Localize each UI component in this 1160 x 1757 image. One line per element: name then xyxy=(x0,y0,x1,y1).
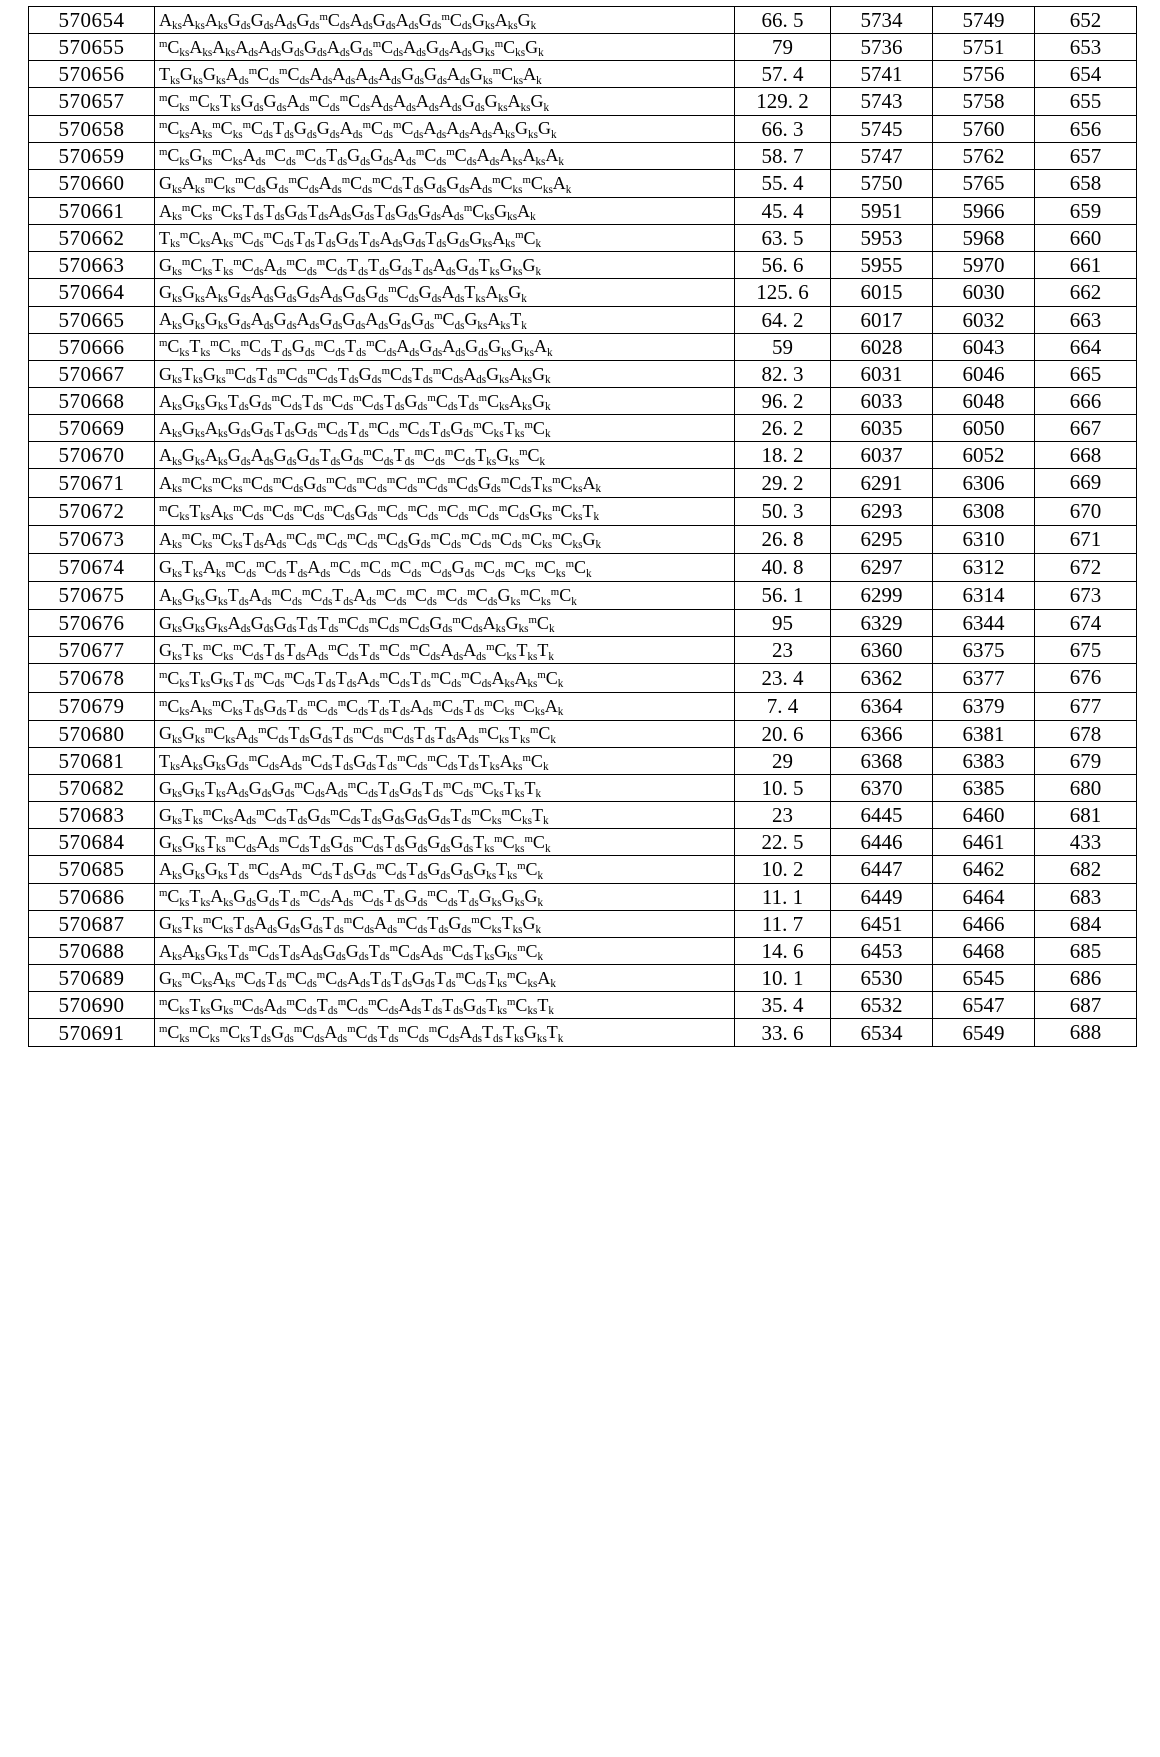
cell-value-2: 6297 xyxy=(831,553,933,581)
cell-sequence: mCksGksmCksAdsmCdsmCdsTdsGdsGdsAdsmCdsmCdsAdsAksAksAk xyxy=(155,142,735,169)
cell-id: 570674 xyxy=(29,553,155,581)
cell-value-2: 6366 xyxy=(831,720,933,747)
cell-id: 570688 xyxy=(29,937,155,964)
cell-value-1: 56. 1 xyxy=(735,581,831,609)
cell-value-3: 5765 xyxy=(933,169,1035,197)
cell-value-1: 63. 5 xyxy=(735,225,831,252)
cell-value-3: 5756 xyxy=(933,61,1035,88)
cell-value-3: 6043 xyxy=(933,333,1035,360)
cell-value-3: 6377 xyxy=(933,664,1035,692)
cell-value-2: 6449 xyxy=(831,883,933,910)
cell-value-3: 6052 xyxy=(933,442,1035,469)
cell-value-4: 675 xyxy=(1035,637,1137,664)
cell-value-4: 674 xyxy=(1035,610,1137,637)
cell-id: 570676 xyxy=(29,610,155,637)
cell-id: 570667 xyxy=(29,360,155,387)
cell-sequence: mCksTksAksGdsGdsTdsmCdsAdsmCdsTdsGdsmCdsTdsGksGksGk xyxy=(155,883,735,910)
cell-value-1: 10. 1 xyxy=(735,964,831,991)
cell-sequence: mCksmCksTksGdsGdsAdsmCdsmCdsAdsAdsAdsAdsGdsGksAksGk xyxy=(155,88,735,115)
cell-value-2: 6360 xyxy=(831,637,933,664)
cell-value-4: 656 xyxy=(1035,115,1137,142)
table-row xyxy=(29,252,1137,279)
cell-id: 570678 xyxy=(29,664,155,692)
cell-sequence: AksGksGksGdsAdsGdsAdsGdsGdsAdsGdsGdsmCdsGksAksTk xyxy=(155,306,735,333)
cell-value-4: 680 xyxy=(1035,774,1137,801)
cell-value-1: 59 xyxy=(735,333,831,360)
cell-value-4: 677 xyxy=(1035,692,1137,720)
cell-value-4: 672 xyxy=(1035,553,1137,581)
cell-sequence: TksAksGksGdsmCdsAdsmCdsTdsGdsTdsmCdsmCdsTdsTksAksmCk xyxy=(155,747,735,774)
cell-value-1: 23 xyxy=(735,802,831,829)
table-row xyxy=(29,61,1137,88)
table-row xyxy=(29,720,1137,747)
cell-value-1: 96. 2 xyxy=(735,387,831,414)
cell-value-1: 95 xyxy=(735,610,831,637)
cell-value-3: 6306 xyxy=(933,469,1035,497)
cell-value-4: 653 xyxy=(1035,34,1137,61)
cell-value-4: 658 xyxy=(1035,169,1137,197)
cell-value-4: 669 xyxy=(1035,469,1137,497)
cell-id: 570670 xyxy=(29,442,155,469)
cell-value-2: 6037 xyxy=(831,442,933,469)
cell-id: 570677 xyxy=(29,637,155,664)
cell-sequence: GksGksTksmCdsAdsmCdsTdsGdsmCdsTdsGdsGdsGdsTksmCksmCk xyxy=(155,829,735,856)
cell-id: 570669 xyxy=(29,415,155,442)
table-row xyxy=(29,910,1137,937)
cell-value-3: 6464 xyxy=(933,883,1035,910)
cell-value-3: 5751 xyxy=(933,34,1035,61)
table-row xyxy=(29,279,1137,306)
cell-sequence: mCksAksmCksmCdsTdsGdsGdsAdsmCdsmCdsAdsAdsAdsAksGksGk xyxy=(155,115,735,142)
table-row xyxy=(29,415,1137,442)
table-row xyxy=(29,469,1137,497)
cell-value-3: 6460 xyxy=(933,802,1035,829)
cell-id: 570686 xyxy=(29,883,155,910)
cell-id: 570684 xyxy=(29,829,155,856)
cell-value-1: 18. 2 xyxy=(735,442,831,469)
table-row xyxy=(29,442,1137,469)
cell-value-3: 5749 xyxy=(933,7,1035,34)
cell-id: 570671 xyxy=(29,469,155,497)
table-row xyxy=(29,306,1137,333)
cell-value-3: 6314 xyxy=(933,581,1035,609)
cell-value-2: 6015 xyxy=(831,279,933,306)
cell-value-3: 5762 xyxy=(933,142,1035,169)
cell-value-4: 654 xyxy=(1035,61,1137,88)
cell-sequence: AksAksGksTdsmCdsTdsAdsGdsGdsTdsmCdsAdsmCdsTksGksmCk xyxy=(155,937,735,964)
cell-value-3: 6048 xyxy=(933,387,1035,414)
cell-value-4: 665 xyxy=(1035,360,1137,387)
cell-value-4: 681 xyxy=(1035,802,1137,829)
cell-id: 570681 xyxy=(29,747,155,774)
cell-sequence: GksTksmCksAdsmCdsTdsGdsmCdsTdsGdsGdsGdsTdsmCksmCksTk xyxy=(155,802,735,829)
cell-id: 570660 xyxy=(29,169,155,197)
cell-value-3: 6549 xyxy=(933,1019,1035,1047)
cell-value-4: 660 xyxy=(1035,225,1137,252)
table-row xyxy=(29,525,1137,553)
cell-id: 570658 xyxy=(29,115,155,142)
cell-value-1: 35. 4 xyxy=(735,992,831,1019)
cell-value-1: 58. 7 xyxy=(735,142,831,169)
cell-value-2: 6370 xyxy=(831,774,933,801)
cell-id: 570655 xyxy=(29,34,155,61)
cell-value-2: 6530 xyxy=(831,964,933,991)
cell-value-4: 657 xyxy=(1035,142,1137,169)
table-row xyxy=(29,34,1137,61)
cell-value-1: 7. 4 xyxy=(735,692,831,720)
cell-value-2: 6362 xyxy=(831,664,933,692)
cell-sequence: GksTksAksmCdsmCdsTdsAdsmCdsmCdsmCdsmCdsGdsmCdsmCksmCksmCk xyxy=(155,553,735,581)
cell-sequence: TksmCksAksmCdsmCdsTdsTdsGdsTdsAdsGdsTdsGdsGksAksmCk xyxy=(155,225,735,252)
cell-sequence: GksAksmCksmCdsGdsmCdsAdsmCdsmCdsTdsGdsGdsAdsmCksmCksAk xyxy=(155,169,735,197)
cell-value-3: 6050 xyxy=(933,415,1035,442)
cell-id: 570664 xyxy=(29,279,155,306)
cell-value-4: 684 xyxy=(1035,910,1137,937)
cell-value-3: 6383 xyxy=(933,747,1035,774)
cell-value-4: 664 xyxy=(1035,333,1137,360)
table-row xyxy=(29,829,1137,856)
cell-value-1: 20. 6 xyxy=(735,720,831,747)
table-row xyxy=(29,692,1137,720)
table-row xyxy=(29,964,1137,991)
table-row xyxy=(29,333,1137,360)
table-row xyxy=(29,637,1137,664)
cell-sequence: TksGksGksAdsmCdsmCdsAdsAdsAdsAdsGdsGdsAdsGksmCksAk xyxy=(155,61,735,88)
table-row xyxy=(29,553,1137,581)
cell-value-3: 6344 xyxy=(933,610,1035,637)
cell-value-1: 14. 6 xyxy=(735,937,831,964)
table-row xyxy=(29,225,1137,252)
cell-value-4: 683 xyxy=(1035,883,1137,910)
cell-value-3: 6466 xyxy=(933,910,1035,937)
cell-id: 570663 xyxy=(29,252,155,279)
table-row xyxy=(29,360,1137,387)
cell-id: 570654 xyxy=(29,7,155,34)
cell-value-2: 6446 xyxy=(831,829,933,856)
cell-value-3: 6310 xyxy=(933,525,1035,553)
cell-value-4: 679 xyxy=(1035,747,1137,774)
cell-value-2: 6364 xyxy=(831,692,933,720)
cell-value-4: 662 xyxy=(1035,279,1137,306)
table-row xyxy=(29,7,1137,34)
cell-sequence: mCksTksGksTdsmCdsmCdsTdsTdsAdsmCdsTdsmCdsmCdsAksAksmCk xyxy=(155,664,735,692)
cell-id: 570673 xyxy=(29,525,155,553)
cell-value-2: 6532 xyxy=(831,992,933,1019)
cell-value-3: 6030 xyxy=(933,279,1035,306)
cell-value-4: 671 xyxy=(1035,525,1137,553)
cell-sequence: mCksTksAksmCdsmCdsmCdsmCdsGdsmCdsmCdsmCdsmCdsmCdsGksmCksTk xyxy=(155,497,735,525)
cell-value-4: 667 xyxy=(1035,415,1137,442)
table-row xyxy=(29,142,1137,169)
cell-value-2: 5741 xyxy=(831,61,933,88)
cell-value-2: 5736 xyxy=(831,34,933,61)
cell-sequence: GksTksmCksmCdsTdsTdsAdsmCdsTdsmCdsmCdsAdsAdsmCksTksTk xyxy=(155,637,735,664)
cell-value-2: 5951 xyxy=(831,197,933,224)
cell-value-4: 661 xyxy=(1035,252,1137,279)
cell-value-2: 5743 xyxy=(831,88,933,115)
cell-value-3: 5966 xyxy=(933,197,1035,224)
cell-sequence: mCksmCksmCksTdsGdsmCdsAdsmCdsTdsmCdsmCdsAdsTdsTksGksTk xyxy=(155,1019,735,1047)
table-row xyxy=(29,992,1137,1019)
cell-id: 570657 xyxy=(29,88,155,115)
cell-sequence: GksmCksTksmCdsAdsmCdsmCdsTdsTdsGdsTdsAdsGdsTksGksGk xyxy=(155,252,735,279)
cell-sequence: GksGksGksAdsGdsGdsTdsTdsmCdsmCdsmCdsGdsmCdsAksGksmCk xyxy=(155,610,735,637)
cell-value-1: 57. 4 xyxy=(735,61,831,88)
cell-value-1: 66. 3 xyxy=(735,115,831,142)
cell-value-3: 6032 xyxy=(933,306,1035,333)
cell-value-4: 673 xyxy=(1035,581,1137,609)
cell-id: 570665 xyxy=(29,306,155,333)
cell-id: 570668 xyxy=(29,387,155,414)
table-row xyxy=(29,774,1137,801)
table-row xyxy=(29,115,1137,142)
cell-sequence: AksGksAksGdsGdsTdsGdsmCdsTdsmCdsmCdsTdsGdsmCksTksmCk xyxy=(155,415,735,442)
cell-value-1: 79 xyxy=(735,34,831,61)
cell-value-1: 23 xyxy=(735,637,831,664)
cell-value-4: 688 xyxy=(1035,1019,1137,1047)
cell-value-3: 6468 xyxy=(933,937,1035,964)
cell-value-4: 687 xyxy=(1035,992,1137,1019)
cell-value-1: 45. 4 xyxy=(735,197,831,224)
cell-value-3: 6046 xyxy=(933,360,1035,387)
cell-value-4: 686 xyxy=(1035,964,1137,991)
cell-sequence: AksmCksmCksTdsTdsGdsTdsAdsGdsTdsGdsGdsAdsmCksGksAk xyxy=(155,197,735,224)
cell-id: 570661 xyxy=(29,197,155,224)
cell-value-1: 64. 2 xyxy=(735,306,831,333)
cell-value-4: 670 xyxy=(1035,497,1137,525)
cell-sequence: mCksTksmCksmCdsTdsGdsmCdsTdsmCdsAdsGdsAdsGdsGksGksAk xyxy=(155,333,735,360)
cell-value-4: 433 xyxy=(1035,829,1137,856)
cell-value-1: 56. 6 xyxy=(735,252,831,279)
cell-id: 570662 xyxy=(29,225,155,252)
table-row xyxy=(29,169,1137,197)
cell-value-3: 6547 xyxy=(933,992,1035,1019)
table-row xyxy=(29,610,1137,637)
cell-value-1: 55. 4 xyxy=(735,169,831,197)
table-row xyxy=(29,88,1137,115)
cell-value-4: 663 xyxy=(1035,306,1137,333)
cell-id: 570682 xyxy=(29,774,155,801)
table-row xyxy=(29,937,1137,964)
cell-value-2: 6299 xyxy=(831,581,933,609)
cell-value-1: 82. 3 xyxy=(735,360,831,387)
table-row xyxy=(29,802,1137,829)
cell-value-1: 26. 8 xyxy=(735,525,831,553)
cell-value-3: 5760 xyxy=(933,115,1035,142)
cell-id: 570680 xyxy=(29,720,155,747)
cell-value-1: 10. 5 xyxy=(735,774,831,801)
cell-id: 570675 xyxy=(29,581,155,609)
cell-value-2: 5745 xyxy=(831,115,933,142)
cell-sequence: mCksAksmCksTdsGdsTdsmCdsmCdsTdsTdsAdsmCdsTdsmCksmCksAk xyxy=(155,692,735,720)
cell-sequence: AksmCksmCksmCdsmCdsGdsmCdsmCdsmCdsmCdsmCdsGdsmCdsTksmCksAk xyxy=(155,469,735,497)
cell-value-1: 11. 7 xyxy=(735,910,831,937)
table-row xyxy=(29,664,1137,692)
table-row xyxy=(29,1019,1137,1047)
cell-value-3: 6308 xyxy=(933,497,1035,525)
cell-value-4: 666 xyxy=(1035,387,1137,414)
cell-sequence: GksTksGksmCdsTdsmCdsmCdsTdsGdsmCdsTdsmCdsAdsGksAksGk xyxy=(155,360,735,387)
cell-value-2: 6534 xyxy=(831,1019,933,1047)
cell-value-2: 6028 xyxy=(831,333,933,360)
cell-value-1: 23. 4 xyxy=(735,664,831,692)
cell-value-4: 668 xyxy=(1035,442,1137,469)
cell-value-3: 6385 xyxy=(933,774,1035,801)
cell-value-4: 655 xyxy=(1035,88,1137,115)
cell-id: 570679 xyxy=(29,692,155,720)
cell-value-3: 6381 xyxy=(933,720,1035,747)
cell-sequence: AksGksGksTdsmCdsAdsmCdsTdsGdsmCdsTdsGdsGdsGksTksmCk xyxy=(155,856,735,883)
cell-sequence: AksmCksmCksTdsAdsmCdsmCdsmCdsmCdsGdsmCdsmCdsmCdsmCksmCksGk xyxy=(155,525,735,553)
cell-value-1: 29. 2 xyxy=(735,469,831,497)
cell-value-2: 6451 xyxy=(831,910,933,937)
cell-value-1: 125. 6 xyxy=(735,279,831,306)
cell-id: 570656 xyxy=(29,61,155,88)
table-body xyxy=(29,7,1137,1047)
cell-sequence: GksGksmCksAdsmCdsTdsGdsTdsmCdsmCdsTdsTdsAdsmCksTksmCk xyxy=(155,720,735,747)
cell-value-3: 6379 xyxy=(933,692,1035,720)
cell-value-2: 6447 xyxy=(831,856,933,883)
cell-value-2: 6291 xyxy=(831,469,933,497)
cell-value-1: 129. 2 xyxy=(735,88,831,115)
cell-value-1: 50. 3 xyxy=(735,497,831,525)
cell-id: 570659 xyxy=(29,142,155,169)
cell-id: 570672 xyxy=(29,497,155,525)
cell-value-3: 5970 xyxy=(933,252,1035,279)
cell-value-1: 10. 2 xyxy=(735,856,831,883)
cell-sequence: GksGksTksAdsGdsGdsmCdsAdsmCdsTdsGdsTdsmCdsmCksTksTk xyxy=(155,774,735,801)
cell-value-1: 29 xyxy=(735,747,831,774)
table-row xyxy=(29,387,1137,414)
cell-value-2: 5734 xyxy=(831,7,933,34)
cell-value-4: 685 xyxy=(1035,937,1137,964)
cell-value-1: 40. 8 xyxy=(735,553,831,581)
sequence-table xyxy=(28,6,1137,1047)
cell-sequence: mCksAksAksAdsAdsGdsGdsAdsGdsmCdsAdsGdsAdsGksmCksGk xyxy=(155,34,735,61)
cell-id: 570666 xyxy=(29,333,155,360)
cell-sequence: GksmCksAksmCdsTdsmCdsmCdsAdsTdsTdsGdsTdsmCdsTksmCksAk xyxy=(155,964,735,991)
cell-value-3: 6545 xyxy=(933,964,1035,991)
table-row xyxy=(29,497,1137,525)
cell-value-2: 6295 xyxy=(831,525,933,553)
cell-value-4: 678 xyxy=(1035,720,1137,747)
cell-value-2: 6035 xyxy=(831,415,933,442)
table-row xyxy=(29,581,1137,609)
cell-sequence: AksGksAksGdsAdsGdsGdsTdsGdsmCdsTdsmCdsmCdsTksGksmCk xyxy=(155,442,735,469)
cell-sequence: $A_{ks}A_{ks}A_{ks}G_{ds}G_{ds}A_{ds}G_{ds}^mC_{ds}A_{ds}G_{ds}A_{ds}G_{ds}^mC_{ds}G_{ks}A_{ks}G_k$ xyxy=(155,7,735,34)
cell-id: 570683 xyxy=(29,802,155,829)
cell-value-2: 5953 xyxy=(831,225,933,252)
cell-value-4: 659 xyxy=(1035,197,1137,224)
cell-value-3: 6461 xyxy=(933,829,1035,856)
cell-sequence: AksGksGksTdsAdsmCdsmCdsTdsAdsmCdsmCdsmCdsmCdsGksmCksmCk xyxy=(155,581,735,609)
cell-value-1: 33. 6 xyxy=(735,1019,831,1047)
cell-value-3: 6375 xyxy=(933,637,1035,664)
table-row xyxy=(29,197,1137,224)
cell-value-1: 66. 5 xyxy=(735,7,831,34)
cell-value-2: 6031 xyxy=(831,360,933,387)
cell-value-1: 11. 1 xyxy=(735,883,831,910)
cell-id: 570689 xyxy=(29,964,155,991)
table-row xyxy=(29,747,1137,774)
cell-sequence: AksGksGksTdsGdsmCdsTdsmCdsmCdsTdsGdsmCdsTdsmCksAksGk xyxy=(155,387,735,414)
cell-value-4: 652 xyxy=(1035,7,1137,34)
cell-value-4: 682 xyxy=(1035,856,1137,883)
cell-value-2: 6017 xyxy=(831,306,933,333)
cell-value-2: 6445 xyxy=(831,802,933,829)
cell-value-2: 5955 xyxy=(831,252,933,279)
cell-value-4: 676 xyxy=(1035,664,1137,692)
cell-value-2: 6033 xyxy=(831,387,933,414)
cell-id: 570690 xyxy=(29,992,155,1019)
cell-value-2: 6368 xyxy=(831,747,933,774)
cell-value-2: 6293 xyxy=(831,497,933,525)
cell-value-2: 5750 xyxy=(831,169,933,197)
cell-id: 570691 xyxy=(29,1019,155,1047)
cell-sequence: GksTksmCksTdsAdsGdsGdsTdsmCdsAdsmCdsTdsGdsmCksTksGk xyxy=(155,910,735,937)
table-row xyxy=(29,883,1137,910)
cell-sequence: mCksTksGksmCdsAdsmCdsTdsmCdsmCdsAdsTdsTdsGdsTksmCksTk xyxy=(155,992,735,1019)
cell-value-3: 5758 xyxy=(933,88,1035,115)
cell-value-2: 5747 xyxy=(831,142,933,169)
table-row xyxy=(29,856,1137,883)
cell-value-2: 6329 xyxy=(831,610,933,637)
cell-sequence: GksGksAksGdsAdsGdsGdsAdsGdsGdsmCdsGdsAdsTksAksGk xyxy=(155,279,735,306)
cell-value-3: 5968 xyxy=(933,225,1035,252)
cell-value-1: 26. 2 xyxy=(735,415,831,442)
cell-value-3: 6312 xyxy=(933,553,1035,581)
cell-value-2: 6453 xyxy=(831,937,933,964)
cell-id: 570685 xyxy=(29,856,155,883)
cell-id: 570687 xyxy=(29,910,155,937)
cell-value-3: 6462 xyxy=(933,856,1035,883)
cell-value-1: 22. 5 xyxy=(735,829,831,856)
